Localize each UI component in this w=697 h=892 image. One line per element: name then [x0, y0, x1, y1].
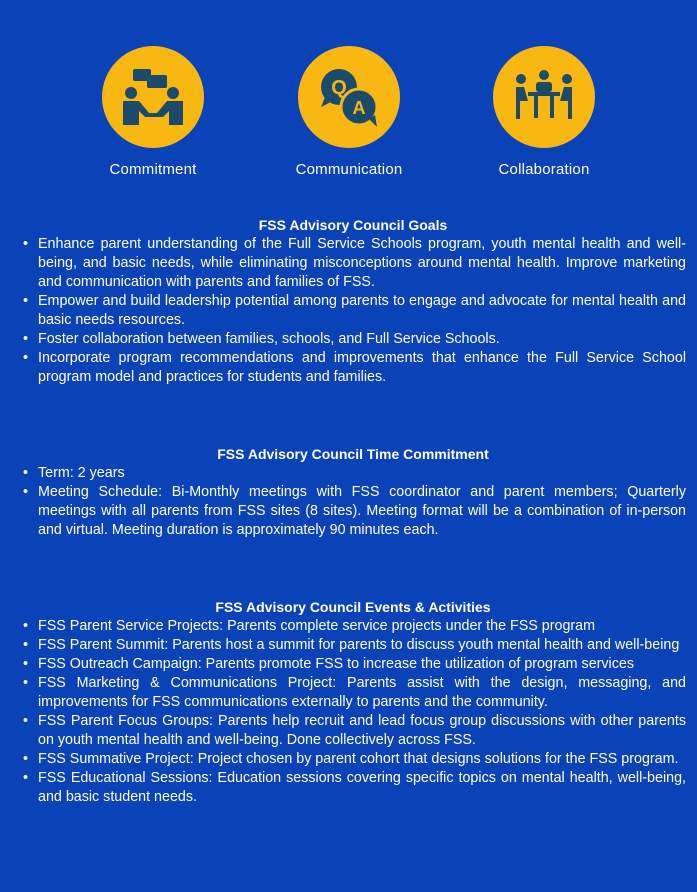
svg-text:A: A [352, 98, 366, 118]
list-item: • FSS Marketing & Communications Project: Parents assist with the design, messaging, and improvements for FSS communications externally to parents and the community. [20, 674, 686, 712]
list-item: • Empower and build leadership potential among parents to engage and advocate for mental health and basic needs resources. [20, 292, 686, 330]
list-item: • FSS Parent Focus Groups: Parents help recruit and lead focus group discussions with other parents on youth mental health and well-being. Done collectively across FSS. [20, 712, 686, 750]
svg-text:Q: Q [331, 77, 347, 99]
list-item: • FSS Summative Project: Project chosen by parent cohort that designs solutions for the FSS program. [20, 750, 686, 769]
list-item: • FSS Parent Service Projects: Parents complete service projects under the FSS program [20, 617, 686, 636]
communication-block [269, 46, 429, 178]
section-heading: FSS Advisory Council Time Commitment [217, 446, 489, 462]
commitment-block [73, 46, 233, 178]
goals-section [20, 217, 686, 387]
events-section [20, 599, 686, 807]
qa-bubbles-icon [298, 46, 400, 148]
time-section [20, 446, 686, 540]
list-item: • Enhance parent understanding of the Full Service Schools program, youth mental health and well-being, and basic needs, while eliminating misconceptions around mental health. Improve marketing and communication with parents and families of FSS. [20, 235, 686, 292]
list-item: • FSS Educational Sessions: Education sessions covering specific topics on mental health, well-being, and basic student needs. [20, 769, 686, 807]
icon-label: Commitment [109, 161, 197, 178]
icon-label: Collaboration [498, 161, 590, 178]
meeting-table-icon [493, 46, 595, 148]
section-heading: FSS Advisory Council Events & Activities [215, 599, 491, 615]
icon-label: Communication [295, 161, 403, 178]
list-item: • Term: 2 years [20, 464, 686, 483]
handshake-chat-icon [102, 46, 204, 148]
collaboration-block [464, 46, 624, 178]
section-heading: FSS Advisory Council Goals [258, 217, 448, 233]
list-item: • Foster collaboration between families, schools, and Full Service Schools. [20, 330, 686, 349]
list-item: • Incorporate program recommendations and improvements that enhance the Full Service School program model and practices for students and families. [20, 349, 686, 387]
list-item: • FSS Outreach Campaign: Parents promote FSS to increase the utilization of program services [20, 655, 686, 674]
list-item: • Meeting Schedule: Bi-Monthly meetings with FSS coordinator and parent members; Quarterly meetings with all parents from FSS sites (8 sites). Meeting format will be a combination of in-person and virtual. Meeting duration is approximately 90 minutes each. [20, 483, 686, 540]
list-item: • FSS Parent Summit: Parents host a summit for parents to discuss youth mental health and well-being [20, 636, 686, 655]
